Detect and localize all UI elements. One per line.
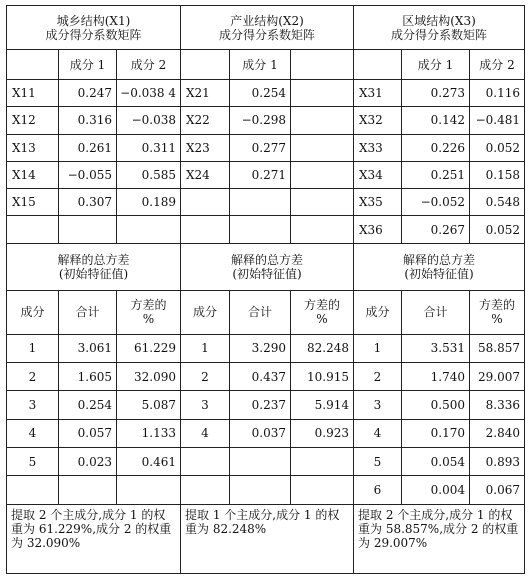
column-header-variance-pct-line1: 方差的	[303, 298, 340, 313]
extraction-note: 提取 2 个主成分,成分 1 的权重为 61.229%,成分 2 的权重为 32.090%	[7, 504, 181, 573]
coefficient-value: −0.481	[470, 107, 525, 134]
empty-cell	[291, 107, 354, 134]
total-value: 0.057	[59, 419, 117, 447]
column-header-component: 成分	[181, 290, 230, 334]
total-value: 3.061	[59, 334, 117, 362]
component-number: 1	[354, 334, 402, 362]
column-header-total: 合计	[230, 290, 291, 334]
empty-cell	[291, 216, 354, 243]
variance-pct-value: 0.067	[470, 476, 525, 504]
coefficient-value: −0.052	[402, 189, 470, 216]
pca-results-table	[6, 5, 525, 574]
total-value	[59, 476, 117, 504]
variance-pct-value: 10.915	[291, 363, 354, 391]
coefficient-value: 0.226	[402, 134, 470, 161]
table-row	[7, 504, 525, 573]
column-header-component-2: 成分 2	[117, 50, 181, 80]
table-row	[7, 243, 525, 290]
structure-header	[181, 6, 354, 50]
table-row	[7, 107, 525, 134]
structure-header-line1: 城乡结构(X1)	[56, 13, 131, 28]
total-value: 0.037	[230, 419, 291, 447]
variable-label: X11	[7, 80, 59, 107]
total-value: 1.740	[402, 363, 470, 391]
table-row	[7, 6, 525, 50]
coefficient-value: 0.548	[470, 189, 525, 216]
column-header-total: 合计	[402, 290, 470, 334]
component-number	[181, 447, 230, 475]
variable-label: X34	[354, 161, 402, 188]
structure-header	[354, 6, 525, 50]
component-number: 2	[181, 363, 230, 391]
component-number: 2	[354, 363, 402, 391]
total-value	[230, 447, 291, 475]
component-number: 6	[354, 476, 402, 504]
structure-header-line1: 区域结构(X3)	[402, 13, 476, 28]
table-row	[7, 334, 525, 362]
variance-pct-value: 0.923	[291, 419, 354, 447]
structure-header-line1: 产业结构(X2)	[230, 13, 304, 28]
component-number: 2	[7, 363, 59, 391]
table-row	[7, 216, 525, 243]
variable-label: X23	[181, 134, 230, 161]
empty-cell	[181, 50, 230, 80]
total-value: 3.290	[230, 334, 291, 362]
variance-pct-value	[291, 476, 354, 504]
total-value: 0.437	[230, 363, 291, 391]
total-value: 0.054	[402, 447, 470, 475]
total-value: 3.531	[402, 334, 470, 362]
variance-header	[181, 243, 354, 290]
variance-pct-value	[117, 476, 181, 504]
component-number: 4	[181, 419, 230, 447]
empty-cell	[291, 50, 354, 80]
coefficient-value: 0.316	[59, 107, 117, 134]
variance-header-line2: (初始特征值)	[404, 266, 474, 281]
variance-header-line2: (初始特征值)	[232, 266, 302, 281]
coefficient-value	[230, 189, 291, 216]
column-header-component-1: 成分 1	[59, 50, 117, 80]
variable-label: X13	[7, 134, 59, 161]
extraction-note: 提取 1 个主成分,成分 1 的权重为 82.248%	[181, 504, 354, 573]
component-number	[181, 476, 230, 504]
empty-cell	[354, 50, 402, 80]
component-number: 1	[181, 334, 230, 362]
column-header-variance-pct-line2: %	[316, 312, 328, 327]
empty-cell	[291, 161, 354, 188]
variable-label: X31	[354, 80, 402, 107]
structure-header	[7, 6, 181, 50]
coefficient-value	[117, 216, 181, 243]
total-value: 0.023	[59, 447, 117, 475]
total-value: 0.500	[402, 391, 470, 419]
variable-label	[181, 189, 230, 216]
variance-pct-value: 0.893	[470, 447, 525, 475]
coefficient-value: 0.254	[230, 80, 291, 107]
variance-pct-value: 32.090	[117, 363, 181, 391]
empty-cell	[291, 80, 354, 107]
variance-pct-value: 58.857	[470, 334, 525, 362]
coefficient-value: 0.307	[59, 189, 117, 216]
coefficient-value: 0.247	[59, 80, 117, 107]
variance-pct-value: 82.248	[291, 334, 354, 362]
component-number: 3	[354, 391, 402, 419]
column-header-variance-pct	[470, 290, 525, 334]
empty-cell	[291, 134, 354, 161]
coefficient-value: −0.038 4	[117, 80, 181, 107]
coefficient-value: 0.273	[402, 80, 470, 107]
coefficient-value: 0.585	[117, 161, 181, 188]
variable-label	[7, 216, 59, 243]
coefficient-value: 0.189	[117, 189, 181, 216]
total-value	[230, 476, 291, 504]
table-row	[7, 363, 525, 391]
variance-pct-value	[291, 447, 354, 475]
component-number: 5	[7, 447, 59, 475]
variance-header-line1: 解释的总方差	[230, 252, 303, 267]
variance-pct-value: 0.461	[117, 447, 181, 475]
variable-label: X22	[181, 107, 230, 134]
variance-header-line1: 解释的总方差	[402, 252, 475, 267]
table-row	[7, 391, 525, 419]
structure-header-line2: 成分得分系数矩阵	[390, 27, 487, 42]
table-row	[7, 447, 525, 475]
structure-header-line2: 成分得分系数矩阵	[45, 27, 142, 42]
coefficient-value: 0.142	[402, 107, 470, 134]
empty-cell	[291, 189, 354, 216]
coefficient-value: 0.261	[59, 134, 117, 161]
variable-label: X21	[181, 80, 230, 107]
structure-header-line2: 成分得分系数矩阵	[218, 27, 315, 42]
variance-pct-value: 5.914	[291, 391, 354, 419]
empty-cell	[7, 50, 59, 80]
table-row	[7, 476, 525, 504]
variable-label: X32	[354, 107, 402, 134]
total-value: 0.170	[402, 419, 470, 447]
column-header-component-1: 成分 1	[230, 50, 291, 80]
column-header-component: 成分	[7, 290, 59, 334]
component-number: 5	[354, 447, 402, 475]
variable-label	[181, 216, 230, 243]
coefficient-value	[59, 216, 117, 243]
coefficient-value: 0.158	[470, 161, 525, 188]
column-header-total: 合计	[59, 290, 117, 334]
component-number: 3	[7, 391, 59, 419]
coefficient-value: −0.038	[117, 107, 181, 134]
column-header-variance-pct-line1: 方差的	[478, 298, 515, 313]
coefficient-value: 0.052	[470, 134, 525, 161]
column-header-variance-pct-line1: 方差的	[130, 298, 167, 313]
variance-pct-value: 5.087	[117, 391, 181, 419]
component-number: 3	[181, 391, 230, 419]
column-header-component-1: 成分 1	[402, 50, 470, 80]
column-header-variance-pct	[291, 290, 354, 334]
column-header-component-2: 成分 2	[470, 50, 525, 80]
coefficient-value: 0.271	[230, 161, 291, 188]
variable-label: X33	[354, 134, 402, 161]
variance-pct-value: 8.336	[470, 391, 525, 419]
table-row	[7, 134, 525, 161]
variable-label: X36	[354, 216, 402, 243]
column-header-variance-pct	[117, 290, 181, 334]
total-value: 0.254	[59, 391, 117, 419]
variance-header-line1: 解释的总方差	[57, 252, 130, 267]
variance-header	[354, 243, 525, 290]
column-header-variance-pct-line2: %	[142, 312, 155, 327]
variance-pct-value: 61.229	[117, 334, 181, 362]
variable-label: X15	[7, 189, 59, 216]
coefficient-value	[230, 216, 291, 243]
variable-label: X12	[7, 107, 59, 134]
variance-pct-value: 1.133	[117, 419, 181, 447]
coefficient-value: 0.277	[230, 134, 291, 161]
table-row	[7, 290, 525, 334]
coefficient-value: 0.052	[470, 216, 525, 243]
table-row	[7, 80, 525, 107]
coefficient-value: 0.311	[117, 134, 181, 161]
coefficient-value: −0.055	[59, 161, 117, 188]
variable-label: X35	[354, 189, 402, 216]
variance-header-line2: (初始特征值)	[58, 266, 129, 281]
table-row	[7, 50, 525, 80]
variance-header	[7, 243, 181, 290]
table-row	[7, 161, 525, 188]
column-header-component: 成分	[354, 290, 402, 334]
column-header-variance-pct-line2: %	[491, 312, 503, 327]
variable-label: X14	[7, 161, 59, 188]
coefficient-value: 0.116	[470, 80, 525, 107]
coefficient-value: 0.267	[402, 216, 470, 243]
variance-pct-value: 29.007	[470, 363, 525, 391]
total-value: 0.004	[402, 476, 470, 504]
component-number: 1	[7, 334, 59, 362]
coefficient-value: 0.251	[402, 161, 470, 188]
table-row	[7, 419, 525, 447]
component-number: 4	[354, 419, 402, 447]
total-value: 1.605	[59, 363, 117, 391]
total-value: 0.237	[230, 391, 291, 419]
component-number	[7, 476, 59, 504]
extraction-note: 提取 2 个主成分,成分 1 的权重为 58.857%,成分 2 的权重为 29.007%	[354, 504, 525, 573]
component-number: 4	[7, 419, 59, 447]
variance-pct-value: 2.840	[470, 419, 525, 447]
table-row	[7, 189, 525, 216]
variable-label: X24	[181, 161, 230, 188]
coefficient-value: −0.298	[230, 107, 291, 134]
